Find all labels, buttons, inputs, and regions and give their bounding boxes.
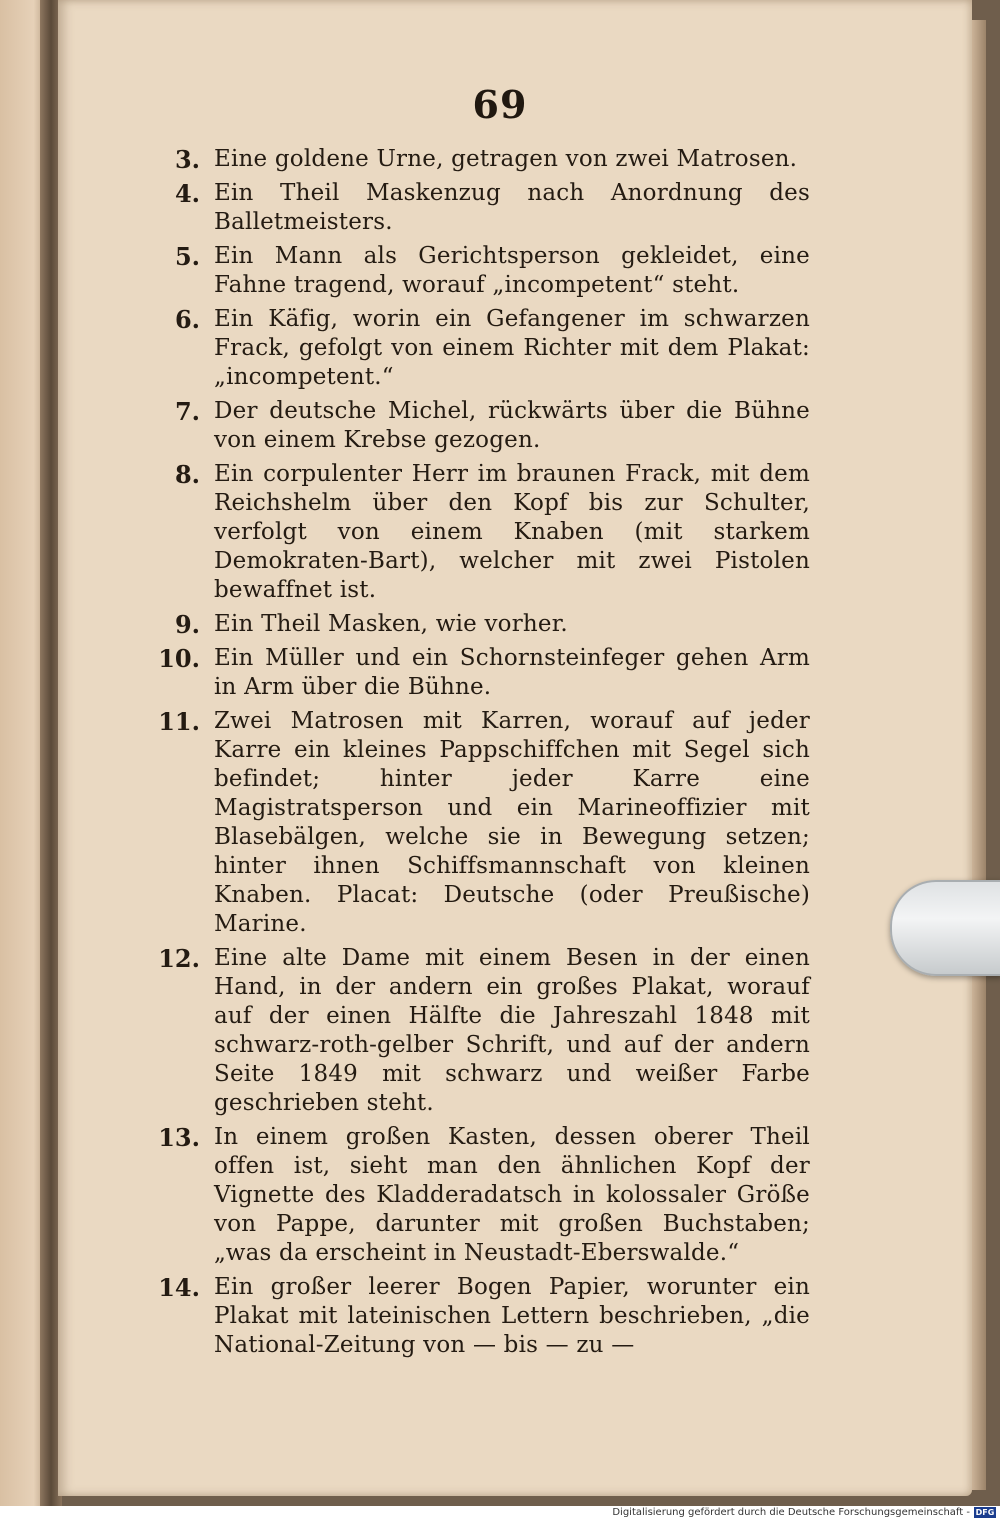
list-item xyxy=(150,1123,810,1268)
entry-text: Eine alte Dame mit einem Besen in der einen Hand, in der andern ein großes Plakat, worauf auf der einen Hälfte die Jahreszahl 1848 mit schwarz-roth-gelber Schrift, und auf der andern Seite 1849 mit schwarz und weißer Farbe geschrieben steht. xyxy=(214,945,810,1116)
page-number: 69 xyxy=(472,82,528,127)
entry-text: Der deutsche Michel, rückwärts über die Bühne von einem Krebse gezogen. xyxy=(214,398,810,453)
page-stack-edge xyxy=(972,20,986,1490)
list-item xyxy=(150,242,810,300)
entry-text: Ein Theil Masken, wie vorher. xyxy=(214,611,568,637)
entry-number: 14. xyxy=(158,1273,200,1302)
entry-number: 7. xyxy=(174,397,200,426)
entry-number: 5. xyxy=(174,242,200,271)
list-item xyxy=(150,944,810,1118)
list-item xyxy=(150,610,810,639)
entry-text: Ein Theil Maskenzug nach Anordnung des Balletmeisters. xyxy=(214,180,810,235)
entry-number: 3. xyxy=(174,145,200,174)
entry-number: 12. xyxy=(158,944,200,973)
entry-number: 9. xyxy=(174,610,200,639)
entry-number: 13. xyxy=(158,1123,200,1152)
entry-text: Zwei Matrosen mit Karren, worauf auf jeder Karre ein kleines Pappschiffchen mit Segel sich befindet; hinter jeder Karre eine Magistratsperson und ein Marineoffizier mit Blasebälgen, welche sie in Bewegung setzen; hinter ihnen Schiffsmannschaft von kleinen Knaben. Placat: Deutsche (oder Preußische) Marine. xyxy=(214,708,810,937)
entry-text: Ein corpulenter Herr im braunen Frack, mit dem Reichshelm über den Kopf bis zur Schulter, verfolgt von einem Knaben (mit starkem Demokraten-Bart), welcher mit zwei Pistolen bewaffnet ist. xyxy=(214,461,810,603)
list-item xyxy=(150,707,810,939)
entry-number: 8. xyxy=(174,460,200,489)
entry-text: Eine goldene Urne, getragen von zwei Matrosen. xyxy=(214,146,798,172)
footer-credit: Digitalisierung gefördert durch die Deutsche Forschungsgemeinschaft - xyxy=(612,1507,970,1518)
entry-text: Ein großer leerer Bogen Papier, worunter ein Plakat mit lateinischen Lettern beschrieben, „die National-Zeitung von — bis — zu — xyxy=(214,1274,810,1358)
list-item xyxy=(150,305,810,392)
entry-number: 10. xyxy=(158,644,200,673)
list-item xyxy=(150,145,810,174)
list-item xyxy=(150,460,810,605)
page-clip xyxy=(890,880,1000,976)
digitization-footer xyxy=(0,1506,1000,1520)
list-item xyxy=(150,1273,810,1360)
list-item xyxy=(150,644,810,702)
entry-text: Ein Mann als Gerichtsperson gekleidet, eine Fahne tragend, worauf „incompetent“ steht. xyxy=(214,243,810,298)
list-item xyxy=(150,397,810,455)
entry-text: Ein Käfig, worin ein Gefangener im schwarzen Frack, gefolgt von einem Richter mit dem Plakat: „incompetent.“ xyxy=(214,306,810,390)
list-item xyxy=(150,179,810,237)
entry-number: 4. xyxy=(174,179,200,208)
entry-text: In einem großen Kasten, dessen oberer Theil offen ist, sieht man den ähnlichen Kopf der Vignette des Kladderadatsch in kolossaler Größe von Pappe, darunter mit großen Buchstaben; „was da erscheint in Neustadt-Eberswalde.“ xyxy=(214,1124,810,1266)
entry-number: 6. xyxy=(174,305,200,334)
entry-text: Ein Müller und ein Schornsteinfeger gehen Arm in Arm über die Bühne. xyxy=(214,645,810,700)
entry-number: 11. xyxy=(158,707,200,736)
entry-list xyxy=(150,145,810,1365)
dfg-logo-icon: DFG xyxy=(975,1508,995,1517)
